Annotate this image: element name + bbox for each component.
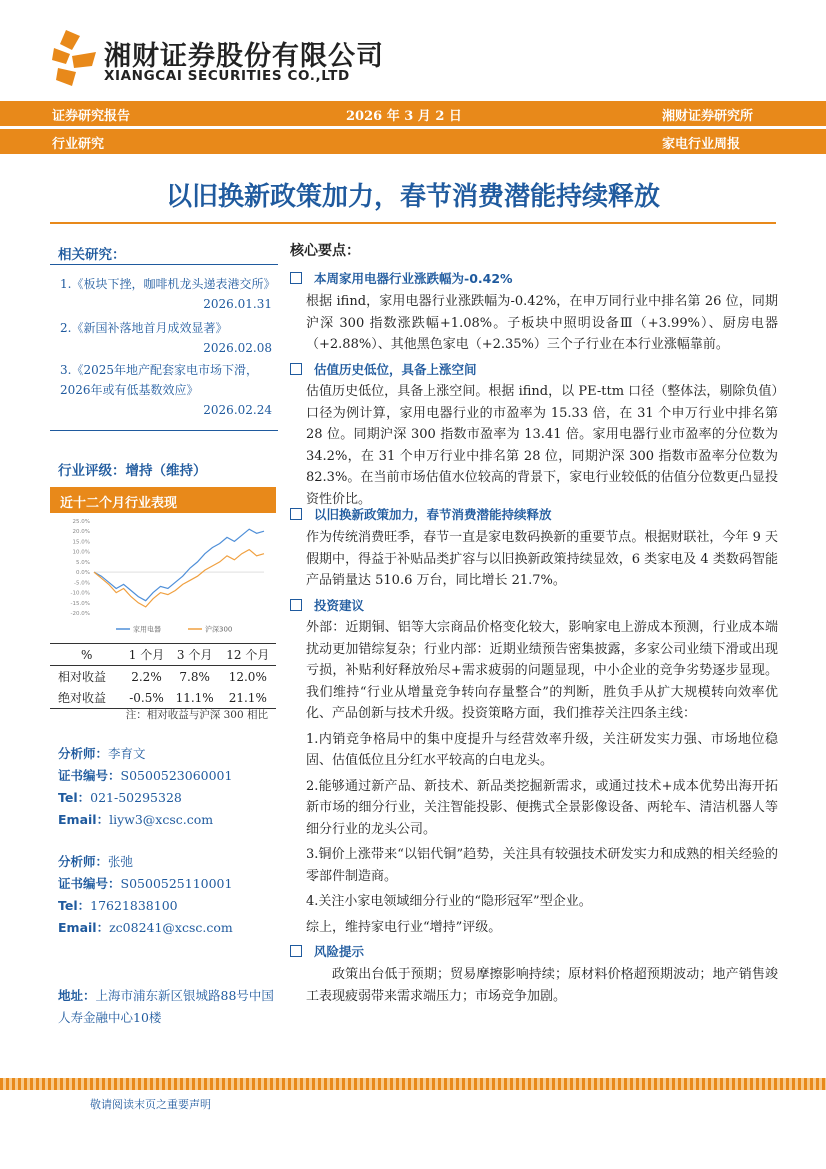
address-text: 上海市浦东新区银城路88号中国人寿金融中心10楼	[58, 988, 274, 1025]
section-heading: 本周家用电器行业涨跌幅为-0.42%	[290, 269, 513, 287]
table-header-cell: 3 个月	[170, 644, 220, 666]
y-tick-label: -15.0%	[70, 600, 90, 607]
analyst-block	[58, 851, 233, 939]
analyst-cert: S0500523060001	[120, 768, 233, 783]
address	[58, 985, 280, 1029]
footer-bar	[0, 1078, 826, 1090]
section-heading: 投资建议	[290, 596, 364, 614]
checkbox-icon	[290, 272, 302, 284]
performance-table	[50, 643, 276, 709]
paragraph: 根据 ifind，家用电器行业涨跌幅为-0.42%，在申万同行业中排名第 26 位，同期沪深 300 指数涨跌幅+1.08%。子板块中照明设备Ⅲ（+3.99%）、厨房电器（+2.88%）、其他黑色家电（+2.35%）三个子行业在本行业涨幅靠前。	[306, 294, 778, 352]
section-paragraph	[306, 527, 778, 592]
checkbox-icon	[290, 945, 302, 957]
related-item-title: 2.《新国补落地首月成效显著》	[60, 321, 228, 335]
table-cell: 绝对收益	[50, 687, 123, 709]
paragraph: 估值历史低位，具备上涨空间。根据 ifind，以 PE-ttm 口径（整体法，剔除负值）口径为例计算，家用电器行业的市盈率为 15.33 倍，在 31 个申万行业中排名第 28 位。同期沪深 300 指数市盈率为 13.41 倍。家用电器行业市盈率的分位数为 34.2%，在 31 个申万行业中排名第 28 位，同期沪深 300 指数市盈率分位数为 82.3%。在当前市场估值水位较高的背景下，家电行业较低的估值分位数更凸显投资性价比。	[306, 384, 778, 507]
analyst-block	[58, 743, 232, 831]
related-item-date: 2026.02.08	[203, 341, 272, 355]
section-paragraph	[306, 617, 778, 938]
series-line	[94, 550, 264, 607]
core-points-heading: 核心要点：	[290, 243, 360, 259]
analyst-cert-label: 证书编号：	[58, 768, 121, 783]
checkbox-icon	[290, 508, 302, 520]
performance-chart-svg	[58, 515, 270, 641]
analyst-cert-label: 证书编号：	[58, 876, 121, 891]
analyst-name: 张弛	[108, 854, 134, 869]
institute-name: 湘财证券研究所	[662, 109, 754, 124]
section-paragraph	[306, 291, 778, 356]
y-tick-label: 0.0%	[76, 570, 90, 577]
paragraph: 2.能够通过新产品、新技术、新品类挖掘新需求，或通过技术+成本优势出海开拓新市场的细分行业，关注智能投影、便携式全景影像设备、两轮车、清洁机器人等细分行业的龙头公司。	[306, 778, 778, 837]
related-item-date: 2026.02.24	[203, 403, 272, 417]
paragraph: 政策出台低于预期；贸易摩擦影响持续；原材料价格超预期波动；地产销售竣工表现疲弱带来需求端压力；市场竞争加剧。	[306, 967, 778, 1004]
related-divider-bottom	[50, 430, 278, 431]
y-tick-label: -5.0%	[74, 580, 90, 587]
related-item[interactable]	[60, 360, 272, 420]
section-heading: 以旧换新政策加力，春节消费潜能持续释放	[290, 505, 552, 523]
related-item-title: 3.《2025年地产配套家电市场下滑，2026年或有低基数效应》	[60, 363, 258, 397]
table-cell: 12.0%	[228, 669, 267, 684]
table-cell: -0.5%	[123, 687, 169, 709]
section-paragraph	[306, 381, 778, 510]
table-cell: 2.2%	[131, 669, 162, 684]
analyst-email-label: Email：	[58, 812, 110, 827]
analyst-tel: 17621838100	[90, 898, 178, 913]
analyst-name-label: 分析师：	[58, 746, 109, 761]
y-tick-label: 25.0%	[72, 519, 90, 525]
title-divider	[50, 222, 776, 224]
table-cell: 11.1%	[170, 687, 220, 709]
paragraph: 1.内销竞争格局中的集中度提升与经营效率升级，关注研发实力强、市场地位稳固、估值低位且分红水平较高的白电龙头。	[306, 731, 778, 768]
analyst-name-label: 分析师：	[58, 854, 109, 869]
header-bar-top	[0, 101, 826, 126]
analyst-name: 李育文	[108, 746, 146, 761]
industry-rating: 行业评级：增持（维持）	[58, 463, 207, 479]
related-item-date: 2026.01.31	[203, 297, 272, 311]
performance-chart	[58, 515, 270, 641]
report-category: 行业研究	[52, 137, 105, 152]
related-item-title: 1.《板块下挫，咖啡机龙头递表港交所》	[60, 277, 276, 291]
y-tick-label: -10.0%	[70, 590, 90, 597]
y-tick-label: 15.0%	[72, 539, 90, 546]
company-name-en: XIANGCAI SECURITIES CO.,LTD	[104, 68, 350, 84]
table-row	[50, 666, 276, 688]
y-tick-label: -20.0%	[70, 611, 90, 617]
y-tick-label: 5.0%	[76, 559, 90, 566]
footer-disclaimer[interactable]: 敬请阅读末页之重要声明	[90, 1098, 211, 1111]
header-bar-bottom	[0, 129, 826, 154]
paragraph: 综上，维持家电行业“增持”评级。	[306, 919, 502, 935]
company-name-cn: 湘财证券股份有限公司	[104, 41, 384, 72]
analyst-email[interactable]: zc08241@xcsc.com	[109, 920, 233, 935]
section-heading: 风险提示	[290, 942, 364, 960]
analyst-tel: 021-50295328	[90, 790, 182, 805]
table-cell: 相对收益	[58, 670, 107, 684]
company-logo-icon	[52, 30, 98, 86]
analyst-tel-label: Tel：	[58, 898, 91, 913]
analyst-cert: S0500525110001	[120, 876, 233, 891]
table-header-cell: 1 个月	[123, 644, 169, 666]
legend-label: 家用电器	[133, 625, 161, 634]
table-header-cell: %	[50, 644, 123, 666]
table-cell: 21.1%	[220, 687, 276, 709]
report-date: 2026 年 3 月 2 日	[346, 109, 462, 124]
paragraph: 3.铜价上涨带来“以铝代铜”趋势，关注具有较强技术研发实力和成熟的相关经验的零部件制造商。	[306, 847, 778, 884]
checkbox-icon	[290, 599, 302, 611]
address-label: 地址：	[58, 988, 96, 1003]
related-item[interactable]	[60, 318, 272, 358]
performance-heading: 近十二个月行业表现	[60, 496, 178, 511]
legend-label: 沪深300	[205, 625, 233, 634]
performance-heading-bar	[50, 487, 276, 513]
section-heading: 估值历史低位，具备上涨空间	[290, 360, 477, 378]
checkbox-icon	[290, 363, 302, 375]
table-cell: 7.8%	[179, 669, 210, 684]
analyst-email[interactable]: liyw3@xcsc.com	[109, 812, 214, 827]
section-paragraph	[306, 964, 778, 1007]
analyst-email-label: Email：	[58, 920, 110, 935]
table-row	[50, 687, 276, 709]
paragraph: 4.关注小家电领域细分行业的“隐形冠军”型企业。	[306, 894, 592, 909]
report-type: 证券研究报告	[52, 109, 131, 124]
related-item[interactable]	[60, 274, 276, 314]
related-divider	[50, 264, 278, 265]
table-header-cell: 12 个月	[220, 644, 276, 666]
y-tick-label: 20.0%	[72, 529, 90, 536]
page-title: 以旧换新政策加力，春节消费潜能持续释放	[165, 182, 660, 212]
related-research-heading: 相关研究：	[58, 247, 126, 263]
performance-note: 注：相对收益与沪深 300 相比	[125, 709, 268, 721]
report-name: 家电行业周报	[662, 137, 741, 152]
paragraph: 作为传统消费旺季，春节一直是家电数码换新的重要节点。根据财联社，今年 9 天假期中，得益于补贴品类扩容与以旧换新政策持续显效，6 类家电及 4 类数码智能产品销量达 510.6 万台，同比增长 21.7%。	[306, 530, 778, 588]
y-tick-label: 10.0%	[72, 549, 90, 556]
performance-table-header	[50, 644, 276, 666]
analyst-tel-label: Tel：	[58, 790, 91, 805]
series-line	[94, 529, 264, 601]
paragraph: 外部：近期铜、铝等大宗商品价格变化较大，影响家电上游成本预测，行业成本端扰动更加错综复杂；行业内部：近期业绩预告密集披露，多家公司业绩下滑或出现亏损，补贴利好释放殆尽+需求疲弱的问题显现，中小企业的竞争劣势逐步显现。我们维持“行业从增量竞争转向存量整合”的判断，胜负手从扩大规模转向效率优化、产品创新与技术升级。投资策略方面，我们推荐关注四条主线：	[306, 620, 778, 721]
